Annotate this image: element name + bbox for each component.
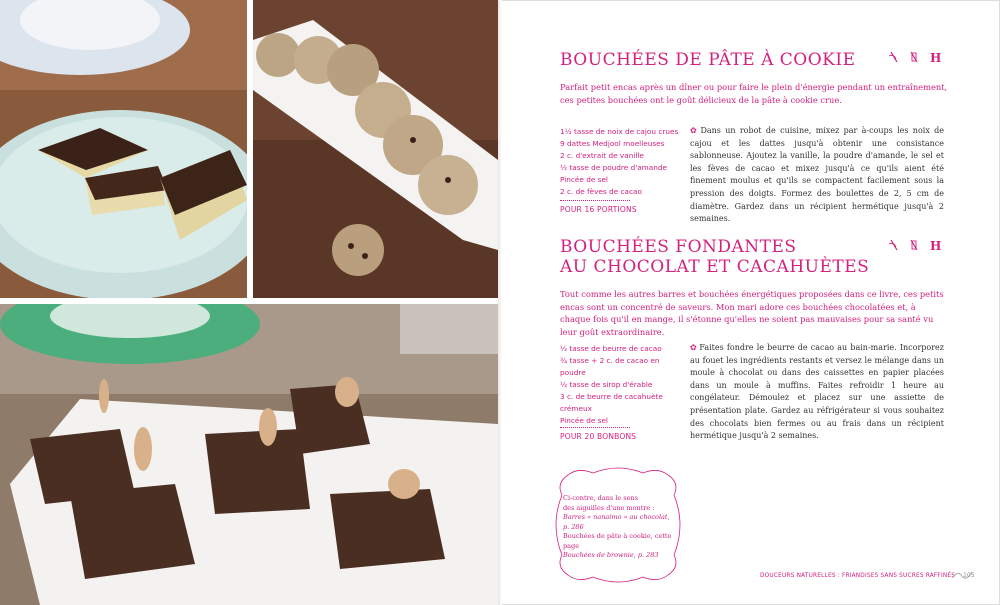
no-lactose-icon xyxy=(907,238,921,252)
ingredient-item: ½ tasse de poudre d'amande xyxy=(560,163,668,172)
caption-text xyxy=(563,494,673,561)
ingredient-item: 3 c. de beurre de cacahuète crémeux xyxy=(560,392,663,413)
svg-text:H: H xyxy=(930,239,941,252)
caption-line: des aiguilles d'une montre : xyxy=(563,503,655,512)
page-footer xyxy=(760,573,975,579)
recipe1-ingredients xyxy=(560,126,680,198)
recipe2-steps-text: Faites fondre le beurre de cacao au bain-marie. Incorporez au fouet les ingrédients restants et versez le mélange dans un moule à chocolat ou dans des caissettes en papier placées dans un moule à muffins. Faites refroidir 1 heure au congélateur. Démoulez et placez sur une assiette de présentation plate. Gardez au réfrigérateur si vous souhaitez des chocolats bien fermes ou au frais dans un récipient hermétique jusqu'à 2 semaines. xyxy=(690,343,944,441)
recipe2-diet-icons xyxy=(887,238,941,252)
page-number: 105 xyxy=(963,573,975,579)
ingredient-item: Pincée de sel xyxy=(560,175,608,184)
caption-line: Ci-contre, dans le sens xyxy=(563,494,639,502)
recipe1-divider xyxy=(560,200,630,201)
recipe1-steps-text: Dans un robot de cuisine, mixez par à-coups les noix de cajou et les dattes jusqu'à obtenir une consistance sablonneuse. Ajoutez la vanille, la poudre d'amande, le sel et les fèves de cacao et mixez jusqu'à ce qu'ils aient été finement moulus et qu'ils se compactent facilement sous la pression des doigts. Formez des boulettes de 2, 5 cm de diamètre. Gardez dans un récipient hermétique jusqu'à 2 semaines. xyxy=(690,126,944,224)
no-lactose-icon xyxy=(907,50,921,64)
photo-chocolate-bites xyxy=(0,304,498,605)
ingredient-item: 2 c. de fèves de cacao xyxy=(560,187,642,196)
recipe1-portions: POUR 16 PORTIONS xyxy=(560,205,637,214)
recipe2-steps xyxy=(690,342,944,443)
svg-text:H: H xyxy=(930,51,941,64)
caption-line: Barres « nanaimo » au chocolat, p. 286 xyxy=(563,513,670,531)
no-gluten-icon xyxy=(887,238,901,252)
step-bullet-icon: ✿ xyxy=(690,343,698,352)
recipe2-ingredients xyxy=(560,343,680,427)
ingredient-item: 9 dattes Medjool moelleuses xyxy=(560,139,665,148)
recipe2-title-line1: BOUCHÉES FONDANTES xyxy=(560,237,797,257)
recipe2-intro: Tout comme les autres barres et bouchées énergétiques proposées dans ce livre, ces petits encas sont un concentré de saveurs. Mon mari adore ces bouchées chocolatées et, à chaque fois qu'il en mange, il s'étonne qu'elles ne soient pas mauvaises pour sa santé vu leur goût extraordinaire. xyxy=(560,289,944,337)
photo-nanaimo-bars xyxy=(0,0,247,298)
recipe1-title: BOUCHÉES DE PÂTE À COOKIE xyxy=(560,50,856,70)
no-gluten-icon xyxy=(887,50,901,64)
step-bullet-icon: ✿ xyxy=(690,126,699,135)
recipe1-steps xyxy=(690,125,944,226)
recipe2-portions: POUR 20 BONBONS xyxy=(560,432,637,441)
recipe1-intro: Parfait petit encas après un dîner ou pour faire le plein d'énergie pendant un entraînement, ces petites bouchées ont le goût délicieux de la pâte à cookie crue. xyxy=(560,82,948,105)
ingredient-item: 2 c. d'extrait de vanille xyxy=(560,151,644,160)
recipe1-diet-icons xyxy=(887,50,941,64)
photo-cookie-dough-bites xyxy=(253,0,498,298)
recipe2-title-line2: AU CHOCOLAT ET CACAHUÈTES xyxy=(560,257,870,277)
ingredient-item: Pincée de sel xyxy=(560,416,608,425)
footer-text: DOUCEURS NATURELLES : FRIANDISES SANS SUCRES RAFFINÉS xyxy=(760,573,956,579)
flourish-icon xyxy=(950,568,974,582)
caption-line: Bouchées de pâte à cookie, cette page xyxy=(563,532,672,550)
ingredient-item: 1½ tasse de noix de cajou crues xyxy=(560,127,679,136)
ingredient-item: ½ tasse de sirop d'érable xyxy=(560,380,653,389)
h-icon xyxy=(927,238,941,252)
ingredient-item: ¾ tasse + 2 c. de cacao en poudre xyxy=(560,356,660,377)
recipe2-divider xyxy=(560,427,630,428)
h-icon xyxy=(927,50,941,64)
ingredient-item: ½ tasse de beurre de cacao xyxy=(560,344,662,353)
caption-line: Bouchées de brownie, p. 283 xyxy=(563,551,659,559)
